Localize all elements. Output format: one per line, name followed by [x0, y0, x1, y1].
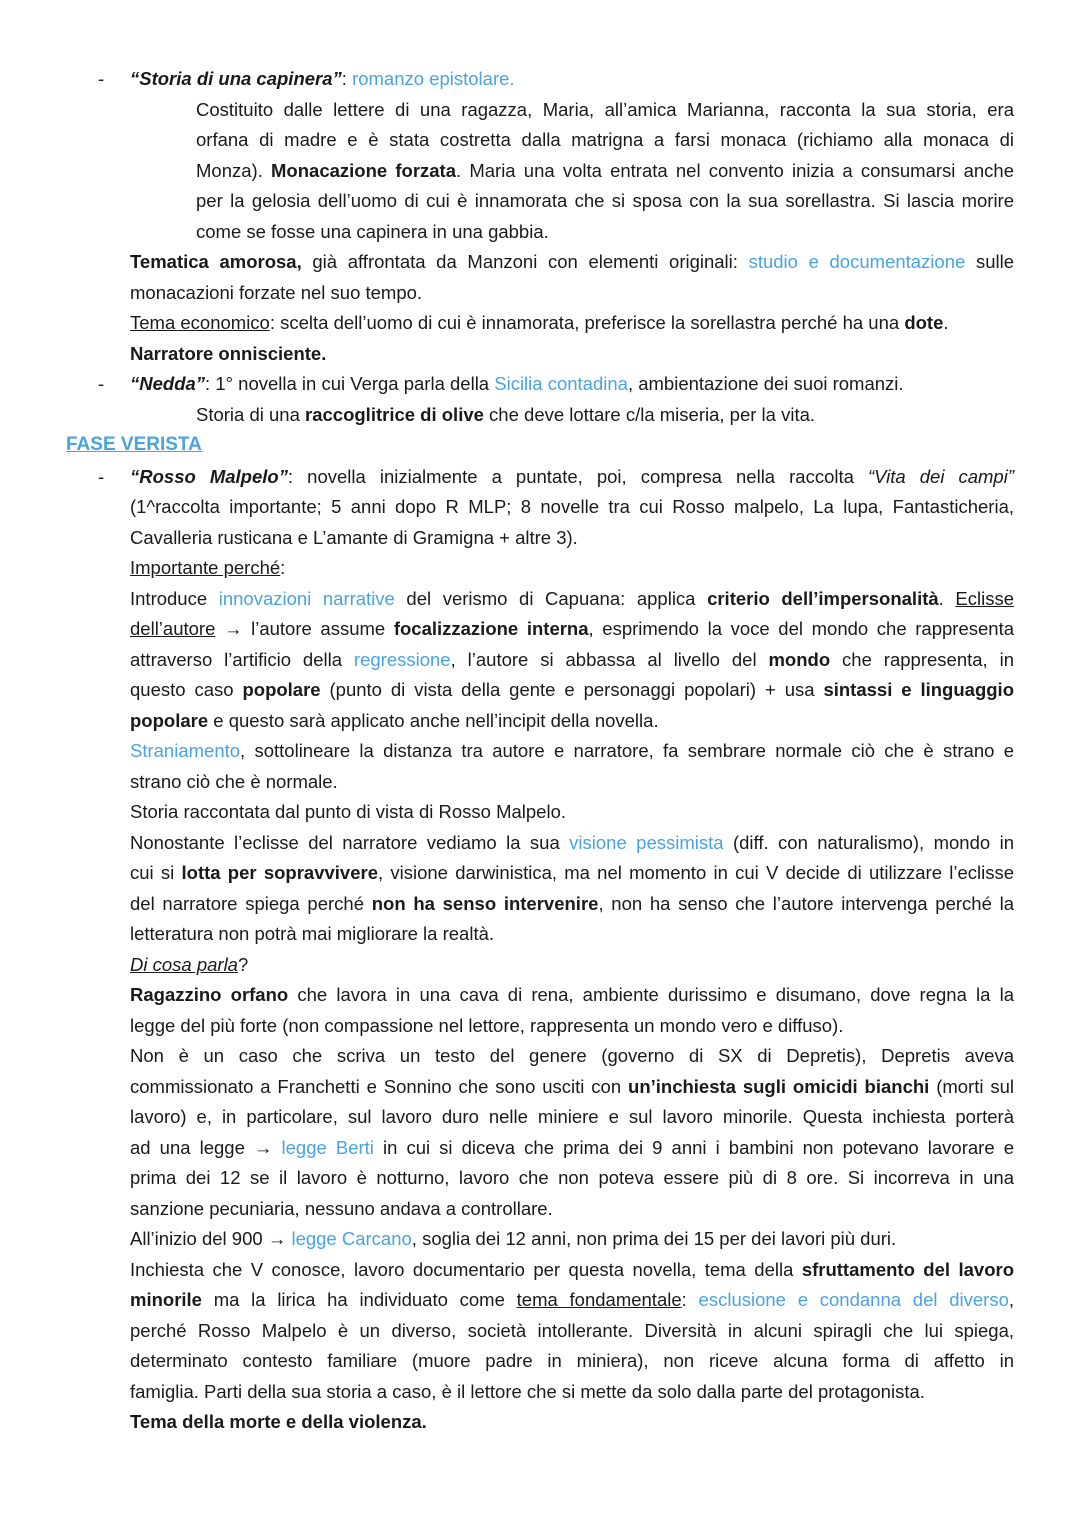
bullet-dash: -	[98, 373, 105, 394]
section-heading: FASE VERISTA	[66, 434, 202, 455]
capinera-title: “Storia di una capinera”	[130, 68, 342, 89]
text-line: per la gelosia dell’uomo di cui è innamorata che si sposa con la sua sorellastra. Si lascia morire	[196, 190, 1014, 211]
text-line: All’inizio del 900 → legge Carcano, soglia dei 12 anni, non prima dei 15 per dei lavori più duri.	[130, 1228, 897, 1249]
text-line: cui si lotta per sopravvivere, visione darwinistica, ma nel momento in cui V decide di utilizzare l’eclisse	[130, 862, 1015, 883]
text-line: del narratore spiega perché non ha senso intervenire, non ha senso che l’autore intervenga perché la	[130, 893, 1014, 914]
text-line: Storia di una raccoglitrice di olive che deve lottare c/la miseria, per la vita.	[196, 404, 816, 425]
text-line: determinato contesto familiare (muore padre in miniera), non riceve alcuna forma di affetto in	[130, 1350, 1014, 1371]
rosso-title-line: “Rosso Malpelo”: novella inizialmente a puntate, poi, compresa nella raccolta “Vita dei campi”	[130, 466, 1014, 487]
text-line: Di cosa parla?	[130, 954, 249, 975]
text-line: Tema della morte e della violenza.	[130, 1411, 427, 1432]
text-line: famiglia. Parti della sua storia a caso, è il lettore che si mette da solo dalla parte del protagonista.	[130, 1381, 925, 1402]
text-line: lavoro) e, in particolare, sul lavoro duro nelle miniere e sul lavoro minorile. Questa inchiesta porterà	[130, 1106, 1014, 1127]
text-line: Non è un caso che scriva un testo del genere (governo di SX di Depretis), Depretis aveva	[130, 1045, 1014, 1066]
capinera-title-line: “Storia di una capinera”: romanzo epistolare.	[130, 68, 515, 89]
text-line: come se fosse una capinera in una gabbia.	[196, 221, 549, 242]
text-line: Monza). Monacazione forzata. Maria una volta entrata nel convento inizia a consumarsi anche	[196, 160, 1014, 181]
text-line: prima dei 12 se il lavoro è notturno, lavoro che non poteva essere più di 8 ore. Si incorreva in una	[130, 1167, 1014, 1188]
text-line: dell’autore → l’autore assume focalizzazione interna, esprimendo la voce del mondo che rappresenta	[130, 618, 1014, 639]
text-line: Cavalleria rusticana e L’amante di Gramigna + altre 3).	[130, 527, 578, 548]
text-line: letteratura non potrà mai migliorare la realtà.	[130, 923, 495, 944]
text-line: Tematica amorosa, già affrontata da Manzoni con elementi originali: studio e documentazione sulle	[130, 251, 1014, 272]
rosso-title: “Rosso Malpelo”	[130, 466, 288, 487]
text-line: Ragazzino orfano che lavora in una cava di rena, ambiente durissimo e disumano, dove regna la la	[130, 984, 1015, 1005]
text-line: strano ciò che è normale.	[130, 771, 338, 792]
text-line: Nonostante l’eclisse del narratore vediamo la sua visione pessimista (diff. con naturalismo), mondo in	[130, 832, 1014, 853]
text-line: Storia raccontata dal punto di vista di Rosso Malpelo.	[130, 801, 567, 822]
text-line: questo caso popolare (punto di vista della gente e personaggi popolari) + usa sintassi e linguaggio	[130, 679, 1014, 700]
capinera-genre: romanzo epistolare.	[352, 68, 515, 89]
text-line: Tema economico: scelta dell’uomo di cui è innamorata, preferisce la sorellastra perché ha una dote.	[130, 312, 949, 333]
text-line: Costituito dalle lettere di una ragazza, Maria, all’amica Marianna, racconta la sua storia, era	[196, 99, 1014, 120]
text-line: orfana di madre e è stata costretta dalla matrigna a farsi monaca (richiamo alla monaca di	[196, 129, 1014, 150]
text-line: (1^raccolta importante; 5 anni dopo R MLP; 8 novelle tra cui Rosso malpelo, La lupa, Fantasticheria,	[130, 496, 1014, 517]
text-line: legge del più forte (non compassione nel lettore, rappresenta un mondo vero e diffuso).	[130, 1015, 844, 1036]
text-line: minorile ma la lirica ha individuato come tema fondamentale: esclusione e condanna del diverso,	[130, 1289, 1014, 1310]
text-line: Introduce innovazioni narrative del verismo di Capuana: applica criterio dell’impersonalità. Eclisse	[130, 588, 1015, 609]
bullet-dash: -	[98, 466, 105, 487]
text-line: attraverso l’artificio della regressione, l’autore si abbassa al livello del mondo che rappresenta, in	[130, 649, 1014, 670]
text-line: ad una legge → legge Berti in cui si diceva che prima dei 9 anni i bambini non potevano lavorare e	[130, 1137, 1014, 1158]
nedda-title-line: “Nedda”: 1° novella in cui Verga parla della Sicilia contadina, ambientazione dei suoi romanzi.	[130, 373, 904, 394]
text-line: Importante perché:	[130, 557, 286, 578]
nedda-title: “Nedda”	[130, 373, 206, 394]
text-line: sanzione pecuniaria, nessuno andava a controllare.	[130, 1198, 553, 1219]
text-line: monacazioni forzate nel suo tempo.	[130, 282, 423, 303]
bullet-dash: -	[98, 68, 105, 89]
text-line: popolare e questo sarà applicato anche nell’incipit della novella.	[130, 710, 659, 731]
text-line: Straniamento, sottolineare la distanza tra autore e narratore, fa sembrare normale ciò che è strano e	[130, 740, 1014, 761]
text-line: Inchiesta che V conosce, lavoro documentario per questa novella, tema della sfruttamento del lavoro	[130, 1259, 1014, 1280]
text-line: commissionato a Franchetti e Sonnino che sono usciti con un’inchiesta sugli omicidi bianchi (morti sul	[130, 1076, 1015, 1097]
text-line: Narratore onnisciente.	[130, 343, 327, 364]
text-line: perché Rosso Malpelo è un diverso, società intollerante. Diversità in alcuni spiragli che lui spiega,	[130, 1320, 1014, 1341]
